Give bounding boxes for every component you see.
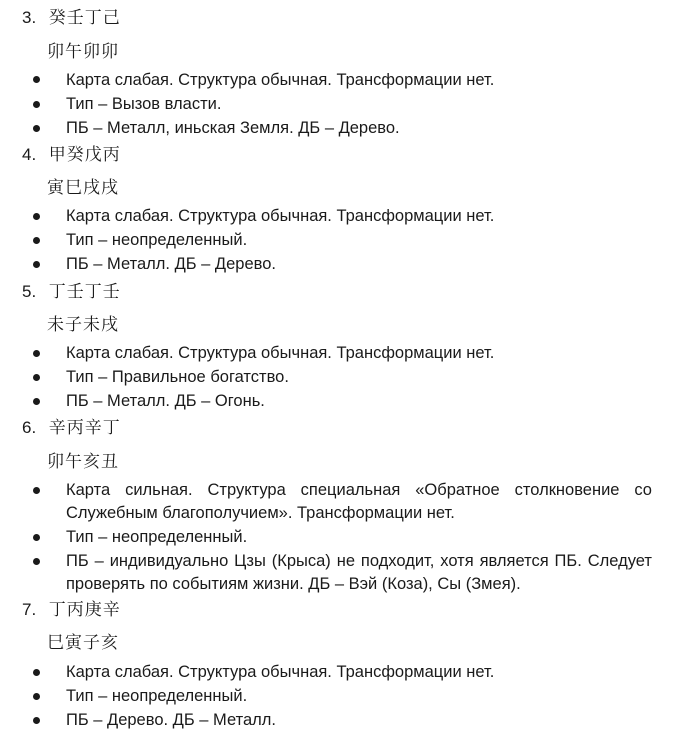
list-item: Тип – неопределенный. — [66, 687, 248, 705]
heavenly-stems: 癸壬丁己 — [48, 8, 121, 27]
bullet-icon — [33, 237, 40, 244]
heavenly-stems: 丁壬丁壬 — [48, 282, 121, 301]
earthly-branches: 未子未戌 — [47, 315, 119, 334]
bullet-icon — [33, 101, 40, 108]
bullet-icon — [33, 213, 40, 220]
bullet-icon — [33, 350, 40, 357]
list-item: ПБ – Металл. ДБ – Огонь. — [66, 392, 265, 410]
section-number: 5. — [22, 282, 37, 301]
list-item: Карта слабая. Структура обычная. Трансформации нет. — [66, 344, 495, 362]
list-item: Тип – неопределенный. — [66, 231, 248, 249]
section-number: 7. — [22, 600, 37, 619]
earthly-branches: 卯午亥丑 — [47, 452, 119, 471]
list-item: ПБ – Дерево. ДБ – Металл. — [66, 711, 276, 729]
bullet-icon — [33, 398, 40, 405]
bullet-icon — [33, 534, 40, 541]
list-item: Тип – Вызов власти. — [66, 95, 222, 113]
list-item: ПБ – Металл, иньская Земля. ДБ – Дерево. — [66, 119, 400, 137]
section-7-heading — [22, 598, 121, 622]
bullet-icon — [33, 125, 40, 132]
section-number: 3. — [22, 8, 37, 27]
bullet-icon — [33, 693, 40, 700]
section-6-heading — [22, 416, 121, 440]
list-item: Карта слабая. Структура обычная. Трансформации нет. — [66, 207, 495, 225]
section-number: 6. — [22, 418, 37, 437]
list-item: Карта слабая. Структура обычная. Трансформации нет. — [66, 71, 495, 89]
heavenly-stems: 丁丙庚辛 — [48, 600, 121, 619]
bullet-icon — [33, 558, 40, 565]
list-item: Карта слабая. Структура обычная. Трансформации нет. — [66, 663, 495, 681]
list-item: ПБ – Металл. ДБ – Дерево. — [66, 255, 276, 273]
list-item: Карта сильная. Структура специальная «Обратное столкновение со Служебным благополучием». Трансформации нет. — [66, 481, 652, 522]
bullet-icon — [33, 669, 40, 676]
section-number: 4. — [22, 145, 37, 164]
bullet-icon — [33, 261, 40, 268]
section-3-heading — [22, 6, 121, 30]
earthly-branches: 卯午卯卯 — [47, 42, 119, 61]
earthly-branches: 巳寅子亥 — [47, 633, 119, 652]
section-4-heading — [22, 143, 121, 167]
bullet-icon — [33, 487, 40, 494]
list-item: Тип – неопределенный. — [66, 528, 248, 546]
heavenly-stems: 甲癸戊丙 — [48, 145, 121, 164]
bullet-icon — [33, 76, 40, 83]
list-item: Тип – Правильное богатство. — [66, 368, 289, 386]
earthly-branches: 寅巳戌戌 — [47, 178, 119, 197]
bullet-icon — [33, 374, 40, 381]
bullet-icon — [33, 717, 40, 724]
heavenly-stems: 辛丙辛丁 — [48, 418, 121, 437]
section-5-heading — [22, 280, 121, 304]
list-item: ПБ – индивидуально Цзы (Крыса) не подходит, хотя является ПБ. Следует проверять по событиям жизни. ДБ – Вэй (Коза), Сы (Змея). — [66, 552, 652, 593]
